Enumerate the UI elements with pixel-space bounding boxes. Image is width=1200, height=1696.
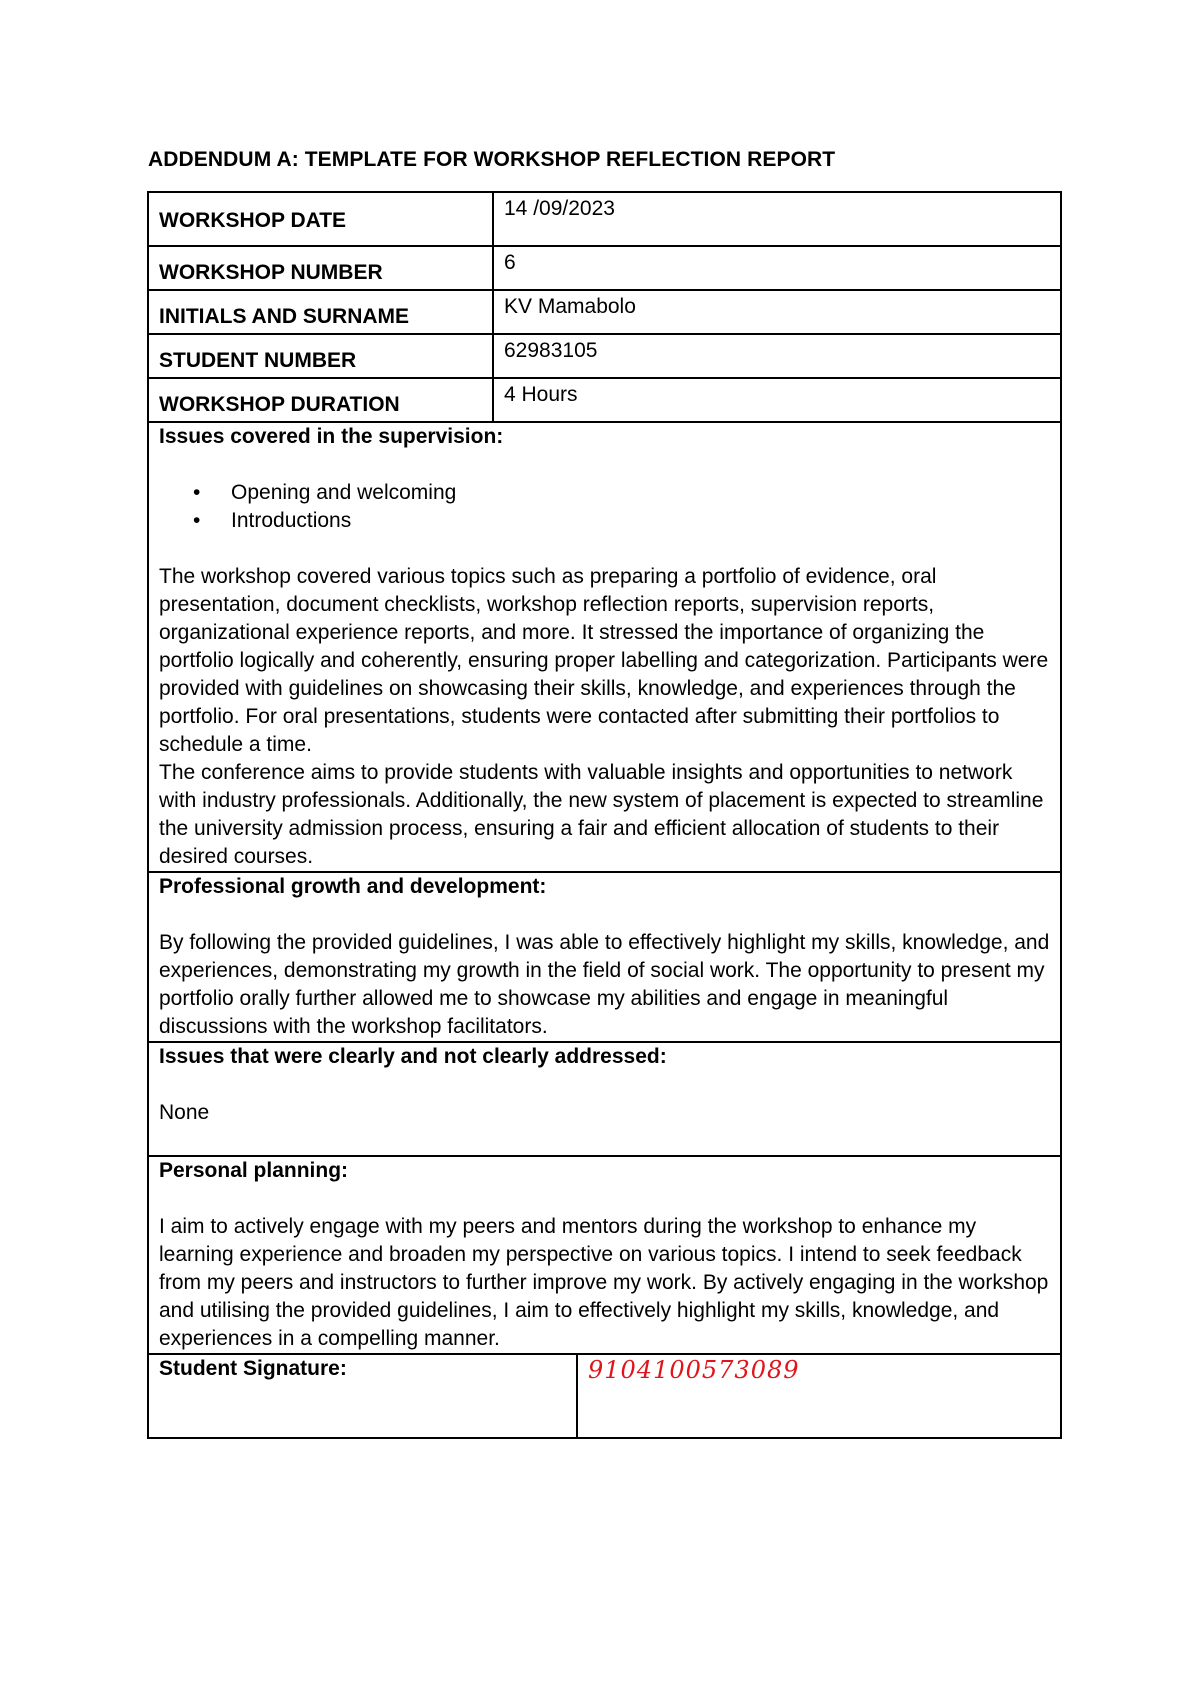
signature-row <box>148 1354 1061 1438</box>
reflection-report-table <box>147 191 1062 1439</box>
growth-heading: Professional growth and development: <box>159 875 547 898</box>
signature-value: 9104100573089 <box>588 1356 800 1384</box>
signature-label: Student Signature: <box>159 1357 347 1380</box>
info-row-workshop-number <box>148 246 1061 290</box>
growth-section <box>148 872 1061 1042</box>
initials-surname-label: INITIALS AND SURNAME <box>148 290 493 334</box>
addressed-paragraph: None <box>159 1101 210 1124</box>
issues-covered-section <box>148 422 1061 872</box>
document-title: ADDENDUM A: TEMPLATE FOR WORKSHOP REFLECTION REPORT <box>148 148 836 171</box>
list-item: • Opening and welcoming <box>159 479 1050 507</box>
workshop-number-label: WORKSHOP NUMBER <box>148 246 493 290</box>
student-number-value: 62983105 <box>493 334 1061 378</box>
issues-paragraph-1: The workshop covered various topics such as preparing a portfolio of evidence, oral presentation, document checklists, workshop reflection reports, supervision reports, organizational experience reports, and more. It stressed the importance of organizing the portfolio logically and coherently, ensuring proper labelling and categorization. Participants were provided with guidelines on showcasing their skills, knowledge, and experiences through the portfolio. For oral presentations, students were contacted after submitting their portfolios to schedule a time. <box>159 565 1049 756</box>
list-item: • Introductions <box>159 507 1050 535</box>
addressed-section <box>148 1042 1061 1156</box>
info-row-workshop-date <box>148 192 1061 246</box>
planning-section <box>148 1156 1061 1354</box>
workshop-duration-value: 4 Hours <box>493 378 1061 422</box>
initials-surname-value: KV Mamabolo <box>493 290 1061 334</box>
info-row-workshop-duration <box>148 378 1061 422</box>
planning-heading: Personal planning: <box>159 1159 349 1182</box>
addressed-heading: Issues that were clearly and not clearly addressed: <box>159 1045 667 1068</box>
info-row-initials-surname <box>148 290 1061 334</box>
student-number-label: STUDENT NUMBER <box>148 334 493 378</box>
workshop-date-label: WORKSHOP DATE <box>148 192 493 246</box>
workshop-duration-label: WORKSHOP DURATION <box>148 378 493 422</box>
issues-covered-heading: Issues covered in the supervision: <box>159 425 504 448</box>
issues-paragraph-2: The conference aims to provide students with valuable insights and opportunities to network with industry professionals. Additionally, the new system of placement is expected to streamline the university admission process, ensuring a fair and efficient allocation of students to their desired courses. <box>159 761 1044 868</box>
growth-paragraph: By following the provided guidelines, I was able to effectively highlight my skills, knowledge, and experiences, demonstrating my growth in the field of social work. The opportunity to present my portfolio orally further allowed me to showcase my abilities and engage in meaningful discussions with the workshop facilitators. <box>159 931 1050 1038</box>
workshop-number-value: 6 <box>493 246 1061 290</box>
workshop-date-value: 14 /09/2023 <box>493 192 1061 246</box>
issues-bullet-list <box>159 479 1050 535</box>
planning-paragraph: I aim to actively engage with my peers and mentors during the workshop to enhance my learning experience and broaden my perspective on various topics. I intend to seek feedback from my peers and instructors to further improve my work. By actively engaging in the workshop and utilising the provided guidelines, I aim to effectively highlight my skills, knowledge, and experiences in a compelling manner. <box>159 1215 1049 1350</box>
info-row-student-number <box>148 334 1061 378</box>
